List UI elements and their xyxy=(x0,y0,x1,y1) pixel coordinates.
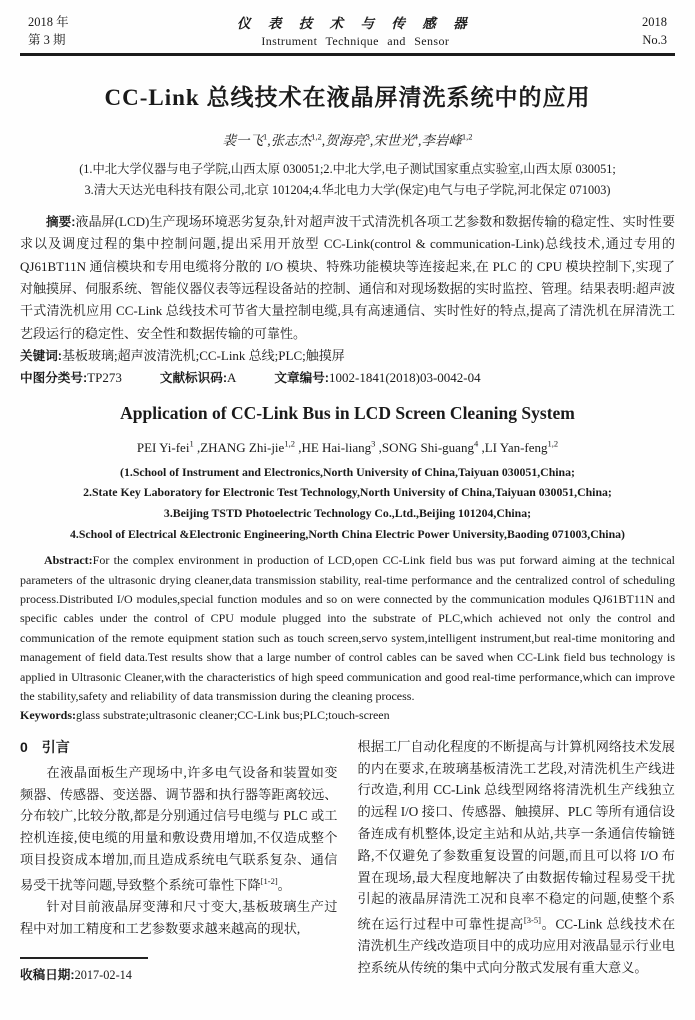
author-cn xyxy=(271,133,326,148)
author-separator: , xyxy=(294,439,302,455)
keywords-cn-text: 基板玻璃;超声波清洗机;CC-Link 总线;PLC;触摸屏 xyxy=(61,347,345,363)
author-separator: , xyxy=(267,133,271,149)
author-affil-sup: 1,2 xyxy=(461,131,473,142)
author-en xyxy=(137,440,200,455)
paragraph-text: 。CC-Link 总线技术在清洗机生产线改造项目中的成功应用对液晶显示行业电控系统从传统的集中式向分散式发展有重大意义。 xyxy=(357,916,676,976)
article-id xyxy=(274,367,480,389)
clc-label: 中图分类号: xyxy=(20,371,88,386)
affiliation-line: 3.Beijing TSTD Photoelectric Technology Co.,Ltd.,Beijing 101204,China; xyxy=(163,505,532,520)
abstract-en-text: For the complex environment in production of LCD,open CC-Link field bus was put forward aiming at the technical parameters of the ultrasonic drying cleaner,data transmission stability, real-time performance and the centralized control of scheduling process.Distributed I/O modules,special function modules and so on were connected by the communication modules QJ61BT11N and specific cables under the control of CPU module plugged into the substrate of PLC,which achieved not only the control and communication of the remote equipment station such as touch screen,servo system,intelligent instrument,but real-time monitoring and management of field data.Test results show that a large number of control cables can be saved when CC-Link field bus technology is applied in Ultrasonic Cleaner,with the characteristics of high speed communication and good real-time performance,which can improve the stability,safety and reliability of data transmission during the cleaning process. xyxy=(20,553,675,704)
journal-name-en: Instrument Technique and Sensor xyxy=(261,34,450,48)
document-code xyxy=(160,367,237,389)
author-affil-sup: 3 xyxy=(365,131,370,142)
article-id-label: 文章编号: xyxy=(274,371,329,386)
intro-paragraph-2: 针对目前液晶屏变薄和尺寸变大,基板玻璃生产过程中对加工精度和工艺参数要求越来越高的现状, xyxy=(20,899,338,936)
author-name: 李岩峰 xyxy=(421,133,462,149)
author-separator: , xyxy=(478,439,485,455)
document-code-value: A xyxy=(227,370,237,386)
affiliation-line: 3.清大天达光电科技有限公司,北京 101204;4.华北电力大学(保定)电气与电子学院,河北保定 071003) xyxy=(84,182,611,197)
article-title-cn: CC-Link 总线技术在液晶屏清洗系统中的应用 xyxy=(104,84,591,110)
received-date-value: 2017-02-14 xyxy=(74,967,132,982)
abstract-cn-text: 液晶屏(LCD)生产现场环境恶劣复杂,针对超声波干式清洗机各项工艺参数和数据传输的稳定性、实时性要求以及调度过程的集中控制问题,提出采用开放型 CC-Link(control & communication-Link)总线技术,通过专用的 QJ61BT11N 通信模块和专用电缆将分散的 I/O 模块、特殊功能模块等连接起来,在 PLC 的 CPU 模块控制下,实现了对触摸屏、伺服系统、智能仪器仪表等远程设备站的控制、通信和对现场数据的实时监控、管理。结果表明:超声波干式清洗机应用 CC-Link 总线技术可节省大量控制电缆,具有高速通信、实时性好的特点,提高了清洗机在屏清洗工艺段运行的稳定性、安全性和数据传输的可靠性。 xyxy=(20,214,675,341)
author-separator: , xyxy=(321,133,326,149)
author-separator: , xyxy=(375,439,382,455)
author-en xyxy=(200,440,301,455)
affiliations-cn xyxy=(20,159,675,200)
document-code-label: 文献标识码: xyxy=(159,371,228,386)
affiliation-line: 4.School of Electrical &Electronic Engineering,North China Electric Power University,Baoding 071003,China) xyxy=(70,526,625,541)
author-name: PEI Yi-fei xyxy=(136,439,190,455)
author-cn xyxy=(421,133,472,148)
header-issue-cn: 第 3 期 xyxy=(28,32,66,47)
section-heading-introduction xyxy=(20,736,338,758)
author-name: 裴一飞 xyxy=(222,133,263,149)
affiliations-en xyxy=(20,462,675,544)
footnote-rule xyxy=(20,957,148,959)
author-cn xyxy=(373,133,421,148)
section-number: 0 xyxy=(20,738,28,755)
author-en xyxy=(301,440,381,455)
citation-ref: [1-2] xyxy=(260,875,278,886)
clc-value: TP273 xyxy=(87,370,122,386)
journal-name-cn: 仪 表 技 术 与 传 感 器 xyxy=(237,16,474,31)
header-issue-en: No.3 xyxy=(642,32,667,47)
author-affil-sup: 3 xyxy=(371,438,376,449)
intro-paragraph-3 xyxy=(358,736,676,979)
received-date-label: 收稿日期: xyxy=(20,967,75,982)
author-separator: , xyxy=(418,133,422,149)
article-id-value: 1002-1841(2018)03-0042-04 xyxy=(328,370,481,386)
author-en xyxy=(382,440,485,455)
left-column xyxy=(20,736,338,992)
abstract-en-label: Abstract: xyxy=(44,553,93,568)
author-separator: , xyxy=(369,133,374,149)
author-affil-sup: 1,2 xyxy=(547,438,559,449)
section-title: 引言 xyxy=(41,738,70,755)
keywords-cn-label: 关键词: xyxy=(20,348,62,363)
author-affil-sup: 1 xyxy=(189,438,194,449)
author-name: 贺海亮 xyxy=(325,133,366,149)
clc-number xyxy=(20,367,122,389)
author-affil-sup: 1,2 xyxy=(284,438,295,449)
author-name: SONG Shi-guang xyxy=(381,439,474,455)
author-cn xyxy=(223,133,271,148)
abstract-cn xyxy=(20,211,675,345)
keywords-en-label: Keywords: xyxy=(20,708,76,723)
citation-ref: [3-5] xyxy=(523,915,541,926)
header-year-cn: 2018 年 xyxy=(28,15,69,29)
header-divider-rule xyxy=(20,53,675,56)
intro-paragraph-1 xyxy=(20,762,338,896)
author-name: HE Hai-liang xyxy=(301,439,372,455)
author-name: 张志杰 xyxy=(270,133,312,149)
author-affil-sup: 4 xyxy=(413,131,418,142)
keywords-cn xyxy=(20,345,675,367)
body-columns xyxy=(20,736,675,992)
paragraph-text: 根据工厂自动化程度的不断提高与计算机网络技术发展的内在要求,在玻璃基板清洗工艺段,对清洗机生产线进行改造,利用 CC-Link 总线型网络将清洗机生产线独立的远程 I/O 接口、传感器、触摸屏、PLC 等所有通信设备连成有机整体,设定主站和从站,共享一条通信传输链路,不仅避免了参数重复设置的问题,而且可以将 I/O 布置在现场,最大程度地解决了由数据传输过程易受干扰引起的液晶屏清洗工况和良率不稳定的问题,使整个系统在运行过程中可靠性提高 xyxy=(357,738,675,932)
header-journal-name-block xyxy=(69,12,642,49)
author-list-cn xyxy=(20,128,675,151)
author-separator: , xyxy=(193,439,201,455)
abstract-cn-label: 摘要: xyxy=(46,215,76,230)
author-affil-sup: 4 xyxy=(473,438,479,449)
header-right-block xyxy=(642,14,667,49)
author-name: ZHANG Zhi-jie xyxy=(200,439,285,455)
author-cn xyxy=(325,133,373,148)
author-affil-sup: 1 xyxy=(263,131,268,142)
received-date-footnote xyxy=(20,957,338,992)
header-year-en: 2018 xyxy=(642,15,667,29)
author-en xyxy=(485,440,558,455)
right-column xyxy=(358,736,676,992)
classification-line xyxy=(20,367,675,389)
paragraph-text: 在液晶面板生产现场中,许多电气设备和装置如变频器、传感器、变送器、调节器和执行器等距离较远、分布较广,比较分散,都是分别通过信号电缆与 PLC 或工控机连接,使电缆的用量和敷设费用增加,不仅造成整个项目投资成本增加,而且造成系统电气联系复杂、通信易受干扰等问题,导致整个系统可靠性下降 xyxy=(20,764,338,893)
journal-header xyxy=(20,12,675,49)
affiliation-line: (1.中北大学仪器与电子学院,山西太原 030051;2.中北大学,电子测试国家重点实验室,山西太原 030051; xyxy=(79,162,616,177)
abstract-en xyxy=(20,551,675,706)
author-name: LI Yan-feng xyxy=(484,439,548,455)
keywords-en-text: glass substrate;ultrasonic cleaner;CC-Link bus;PLC;touch-screen xyxy=(76,708,390,723)
author-name: 宋世光 xyxy=(373,133,414,149)
paragraph-text: 。 xyxy=(277,877,291,893)
article-title-en: Application of CC-Link Bus in LCD Screen Cleaning System xyxy=(120,403,575,424)
keywords-en xyxy=(20,706,675,725)
header-left-block xyxy=(28,14,69,49)
affiliation-line: 2.State Key Laboratory for Electronic Test Technology,North University of China,Taiyuan 030051,China; xyxy=(83,485,612,500)
footnote-line xyxy=(20,966,338,984)
author-affil-sup: 1,2 xyxy=(311,131,322,142)
author-list-en xyxy=(20,434,675,456)
affiliation-line: (1.School of Instrument and Electronics,North University of China,Taiyuan 030051,China; xyxy=(120,464,575,479)
